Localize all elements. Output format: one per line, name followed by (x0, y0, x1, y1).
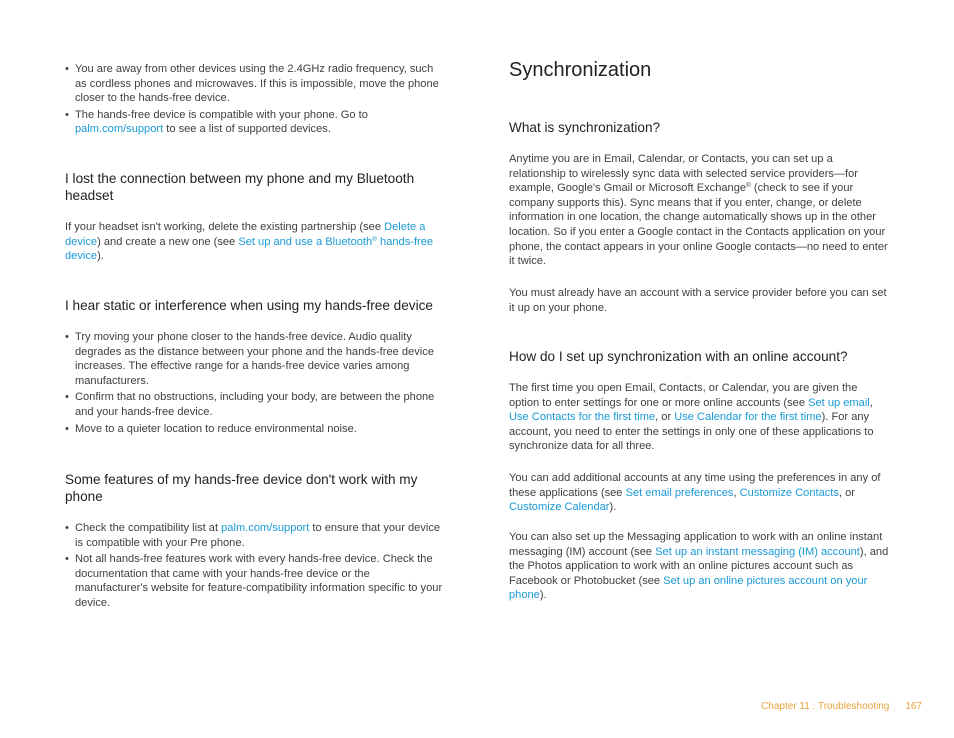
set-up-email-link[interactable]: Set up email (808, 396, 870, 409)
set-email-preferences-link[interactable]: Set email preferences (625, 486, 734, 499)
set-up-im-account-link[interactable]: Set up an instant messaging (IM) account (655, 545, 860, 558)
use-calendar-first-time-link[interactable]: Use Calendar for the first time (674, 411, 822, 424)
section-heading-what-is-sync: What is synchronization? (509, 120, 661, 135)
section-heading-lost-connection: I lost the connection between my phone and my Bluetooth headset (65, 171, 415, 203)
section-heading-how-to-sync: How do I set up synchronization with an online account? (509, 349, 848, 364)
list-item: • Check the compatibility list at palm.com/support to ensure that your device is compatible with your Pre phone. (65, 521, 443, 550)
how-to-sync-paragraph-2: You can add additional accounts at any time using the preferences in any of these applications (see Set email preferences, Customize Contacts, or Customize Calendar). (509, 472, 881, 514)
set-up-online-pictures-link[interactable]: Set up an online pictures account on your phone (509, 574, 868, 602)
how-to-sync-paragraph-1: The first time you open Email, Contacts, or Calendar, you are given the option to enter settings for one or more online accounts (see Set up email, Use Contacts for the first time, or Use Calendar for the first time). For any account, you need to enter the settings in only one of these applications to synchronize data for all three. (509, 382, 874, 453)
list-item: • Confirm that no obstructions, including your body, are between the phone and your hands-free device. (65, 390, 443, 419)
intro-bullet-list (65, 62, 443, 139)
use-contacts-first-time-link[interactable]: Use Contacts for the first time (509, 411, 656, 424)
list-item: • Try moving your phone closer to the hands-free device. Audio quality degrades as the distance between your phone and the hands-free device increases. The effective range for a hands-free device varies among manufacturers. (65, 330, 443, 388)
footer-page-number: 167 (905, 701, 922, 712)
what-is-sync-paragraph-1: Anytime you are in Email, Calendar, or Contacts, you can set up a relationship to wirelessly sync data with selected service providers—for example, Google's Gmail or Microsoft Exchange® (check to see if your company supports this). Sync means that if you enter, change, or delete information in one location, the change automatically shows up in the other location. So if you enter a Google contact in the Contacts application on your phone, the contact appears in your online Google contacts—no need to enter it twice. (509, 153, 888, 268)
features-bullet-list (65, 521, 443, 613)
list-item: • Move to a quieter location to reduce environmental noise. (65, 422, 443, 437)
page-footer (761, 701, 922, 712)
delete-device-link[interactable]: Delete a device (65, 221, 426, 248)
customize-contacts-link[interactable]: Customize Contacts (739, 486, 839, 499)
section-heading-features: Some features of my hands-free device don't work with my phone (65, 472, 418, 504)
customize-calendar-link[interactable]: Customize Calendar (509, 501, 610, 514)
footer-chapter: Chapter 11 : Troubleshooting (761, 701, 890, 712)
page-title: Synchronization (509, 59, 652, 81)
how-to-sync-paragraph-3: You can also set up the Messaging application to work with an online instant messaging (IM) account (see Set up an instant messaging (IM) account), and the Photos application to work with an online pictures account such as Facebook or Photobucket (see Set up an online pictures account on your phone). (509, 531, 889, 602)
section-heading-static-interference: I hear static or interference when using my hands-free device (65, 298, 433, 313)
what-is-sync-paragraph-2: You must already have an account with a service provider before you can set it up on your phone. (509, 287, 887, 314)
list-item: • Not all hands-free features work with every hands-free device. Check the documentation that came with your hands-free device or the manufacturer's website for feature-compatibility information specific to your device. (65, 552, 443, 610)
set-up-bluetooth-link[interactable]: Set up and use a Bluetooth® hands-free device (65, 235, 434, 263)
static-bullet-list (65, 330, 443, 438)
lost-connection-paragraph: If your headset isn't working, delete the existing partnership (see Delete a device) and create a new one (see Set up and use a Bluetooth® hands-free device). (65, 221, 434, 263)
palm-support-link[interactable]: palm.com/support (75, 123, 164, 136)
list-item: • You are away from other devices using the 2.4GHz radio frequency, such as cordless phones and microwaves. If this is impossible, move the phone closer to the hands-free device. (65, 62, 443, 106)
list-item: • The hands-free device is compatible with your phone. Go to palm.com/support to see a list of supported devices. (65, 108, 443, 137)
palm-support-link[interactable]: palm.com/support (221, 522, 310, 534)
